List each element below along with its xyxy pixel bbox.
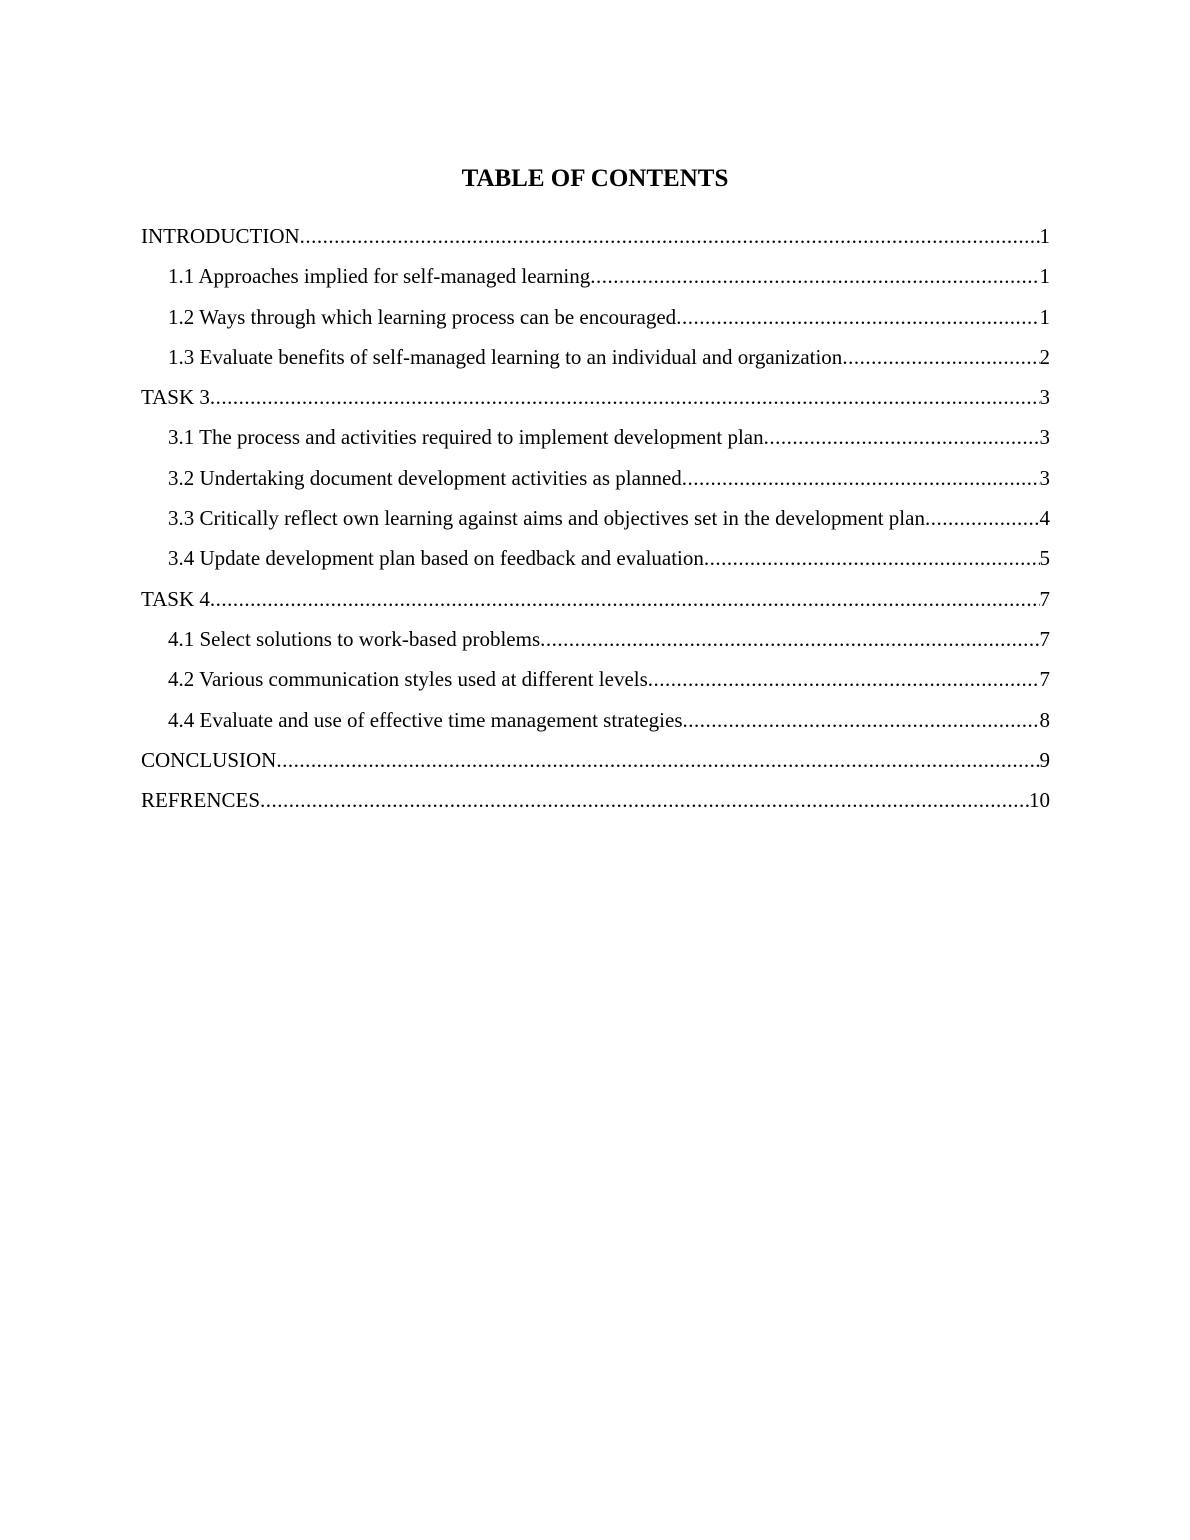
toc-entry-1-1[interactable]: [141, 258, 1050, 298]
toc-page-number: 7: [1039, 586, 1050, 611]
toc-page-number: 8: [1039, 707, 1050, 732]
toc-entry-label: 1.2 Ways through which learning process can be encouraged: [168, 304, 677, 329]
toc-entry-introduction[interactable]: [141, 218, 1050, 258]
toc-dot-leader: [842, 339, 1039, 375]
toc-page-number: 7: [1039, 626, 1050, 651]
toc-entry-label: 1.1 Approaches implied for self-managed learning: [168, 264, 591, 289]
toc-dot-leader: [300, 218, 1040, 254]
toc-entry-label: REFRENCES: [141, 788, 261, 813]
toc-entry-label: TASK 4: [141, 586, 210, 611]
toc-list: [141, 218, 1050, 822]
toc-page-number: 5: [1039, 546, 1050, 571]
toc-page-number: 1: [1039, 264, 1050, 289]
toc-dot-leader: [540, 621, 1039, 657]
toc-dot-leader: [260, 782, 1029, 818]
toc-title: TABLE OF CONTENTS: [461, 165, 729, 192]
toc-dot-leader: [925, 500, 1040, 536]
toc-entry-conclusion[interactable]: [141, 742, 1050, 782]
toc-page-number: 10: [1029, 788, 1050, 813]
toc-dot-leader: [210, 379, 1040, 415]
toc-dot-leader: [276, 742, 1039, 778]
toc-entry-label: CONCLUSION: [141, 747, 277, 772]
toc-entry-4-1[interactable]: [141, 621, 1050, 661]
toc-entry-1-3[interactable]: [141, 339, 1050, 379]
toc-entry-3-2[interactable]: [141, 460, 1050, 500]
toc-dot-leader: [683, 702, 1040, 738]
toc-page-number: 4: [1039, 506, 1050, 531]
toc-entry-task-3[interactable]: [141, 379, 1050, 419]
toc-entry-task-4[interactable]: [141, 581, 1050, 621]
toc-dot-leader: [704, 540, 1040, 576]
toc-entry-references[interactable]: [141, 782, 1050, 822]
toc-entry-label: 3.2 Undertaking document development activities as planned: [168, 465, 682, 490]
toc-page-number: 3: [1039, 465, 1050, 490]
toc-entry-label: 3.1 The process and activities required to implement development plan: [168, 425, 764, 450]
toc-entry-label: 3.4 Update development plan based on feedback and evaluation: [168, 546, 704, 571]
toc-entry-label: 4.1 Select solutions to work-based problems: [168, 626, 541, 651]
toc-dot-leader: [590, 258, 1039, 294]
toc-page-number: 3: [1039, 385, 1050, 410]
toc-entry-label: INTRODUCTION: [141, 224, 300, 248]
toc-entry-4-4[interactable]: [141, 702, 1050, 742]
toc-entry-4-2[interactable]: [141, 661, 1050, 701]
toc-entry-label: 4.4 Evaluate and use of effective time management strategies: [168, 707, 683, 732]
toc-dot-leader: [676, 299, 1039, 335]
toc-entry-1-2[interactable]: [141, 299, 1050, 339]
toc-entry-3-4[interactable]: [141, 540, 1050, 580]
toc-dot-leader: [210, 581, 1040, 617]
toc-page-number: 1: [1039, 304, 1050, 329]
toc-page-number: 9: [1039, 747, 1050, 772]
toc-dot-leader: [764, 419, 1040, 455]
toc-entry-3-1[interactable]: [141, 419, 1050, 459]
toc-entry-label: 3.3 Critically reflect own learning against aims and objectives set in the development plan: [168, 506, 925, 531]
toc-page-number: 1: [1039, 224, 1050, 248]
toc-dot-leader: [648, 661, 1040, 697]
toc-entry-label: TASK 3: [141, 385, 210, 410]
toc-dot-leader: [682, 460, 1040, 496]
toc-entry-3-3[interactable]: [141, 500, 1050, 540]
toc-page-number: 2: [1039, 344, 1050, 369]
toc-entry-label: 1.3 Evaluate benefits of self-managed learning to an individual and organization: [168, 344, 843, 369]
toc-page-number: 7: [1039, 667, 1050, 692]
toc-page-number: 3: [1039, 425, 1050, 450]
toc-entry-label: 4.2 Various communication styles used at different levels: [168, 667, 648, 692]
